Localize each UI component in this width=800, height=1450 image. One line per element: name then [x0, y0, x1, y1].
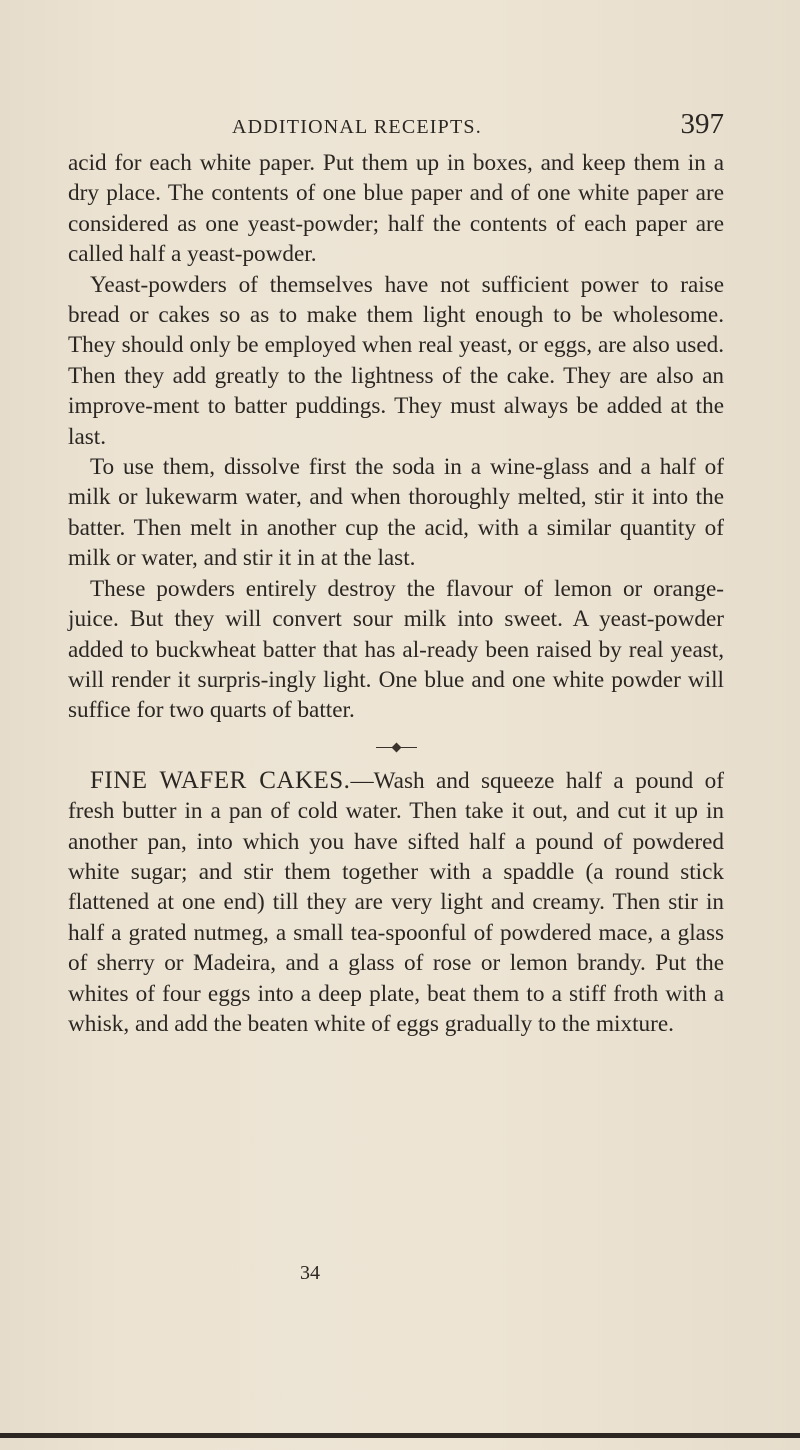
body-text [68, 148, 724, 1039]
paragraph-1: acid for each white paper. Put them up in boxes, and keep them in a dry place. The contents of one blue paper and of one white paper are considered as one yeast-powder; half the contents of each paper are called half a yeast-powder. [68, 150, 724, 268]
recipe-text: —Wash and squeeze half a pound of fresh butter in a pan of cold water. Then take it out, and cut it up in another pan, into which you have sifted half a pound of powdered white sugar; and stir them together with a spaddle (a round stick flattened at one end) till they are very light and creamy. Then stir in half a grated nutmeg, a small tea-spoonful of powdered mace, a glass of sherry or Madeira, and a glass of rose or lemon brandy. Put the whites of four eggs into a deep plate, beat them to a stiff froth with a whisk, and add the beaten white of eggs gradually to the mixture. [68, 767, 724, 1037]
page-edge-rule [0, 1433, 800, 1438]
paragraph-2: Yeast-powders of themselves have not sufficient power to raise bread or cakes so as to make them light enough to be wholesome. They should only be employed when real yeast, or eggs, are also used. Then they add greatly to the lightness of the cake. They are also an improve-ment to batter puddings. They must always be added at the last. [68, 271, 724, 450]
running-head: ADDITIONAL RECEIPTS. [232, 116, 482, 138]
paragraph-4: These powders entirely destroy the flavour of lemon or orange-juice. But they will convert sour milk into sweet. A yeast-powder added to buckwheat batter that has al-ready been raised by real yeast, will render it surpris-ingly light. One blue and one white powder will suffice for two quarts of batter. [68, 575, 724, 724]
paragraph-3: To use them, dissolve first the soda in a wine-glass and a half of milk or lukewarm water, and when thoroughly melted, stir it into the batter. Then melt in another cup the acid, with a similar quantity of milk or water, and stir it in at the last. [68, 454, 724, 572]
recipe-title: FINE WAFER CAKES. [90, 766, 351, 794]
page-number: 397 [680, 108, 724, 140]
paragraph-5 [68, 766, 724, 1040]
page-header [232, 108, 724, 148]
signature-mark: 34 [300, 1262, 320, 1284]
section-divider-ornament [68, 730, 724, 766]
